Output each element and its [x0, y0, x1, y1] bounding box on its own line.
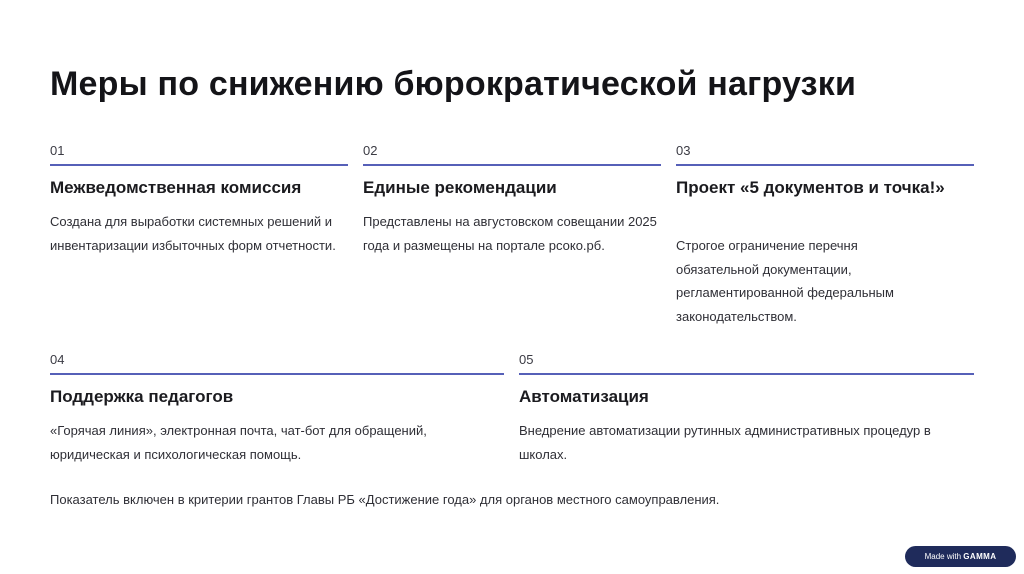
card-text: «Горячая линия», электронная почта, чат-бот для обращений, юридическая и психологическая помощь.	[50, 423, 427, 462]
card-number: 03	[676, 143, 691, 158]
card-number: 01	[50, 143, 65, 158]
card-text: Внедрение автоматизации рутинных административных процедур в школах.	[519, 423, 931, 462]
card-divider	[363, 164, 661, 166]
card-text: Создана для выработки системных решений и инвентаризации избыточных форм отчетности.	[50, 214, 336, 253]
card-heading: Проект «5 документов и точка!»	[676, 178, 945, 197]
card-number: 04	[50, 352, 65, 367]
card-text: Представлены на августовском совещании 2025 года и размещены на портале рсоко.рб.	[363, 214, 657, 253]
page-title: Меры по снижению бюрократической нагрузки	[50, 65, 857, 103]
card-divider	[676, 164, 974, 166]
card-heading: Поддержка педагогов	[50, 387, 234, 406]
card-1	[50, 143, 348, 257]
card-heading: Межведомственная комиссия	[50, 178, 302, 197]
card-3	[676, 143, 974, 328]
badge-brand: GAMMA	[963, 552, 997, 561]
card-2	[363, 143, 661, 257]
badge-prefix: Made with	[924, 552, 962, 561]
footer-note: Показатель включен в критерии грантов Главы РБ «Достижение года» для органов местного самоуправления.	[50, 492, 720, 507]
card-text: Строгое ограничение перечня обязательной документации, регламентированной федеральным законодательством.	[676, 238, 894, 324]
card-5	[519, 352, 974, 466]
card-heading: Автоматизация	[519, 387, 649, 406]
made-with-gamma-badge[interactable]	[905, 546, 1016, 567]
card-divider	[519, 373, 974, 375]
card-divider	[50, 373, 504, 375]
card-number: 05	[519, 352, 534, 367]
card-divider	[50, 164, 348, 166]
card-heading: Единые рекомендации	[363, 178, 557, 197]
card-4	[50, 352, 504, 466]
card-number: 02	[363, 143, 378, 158]
